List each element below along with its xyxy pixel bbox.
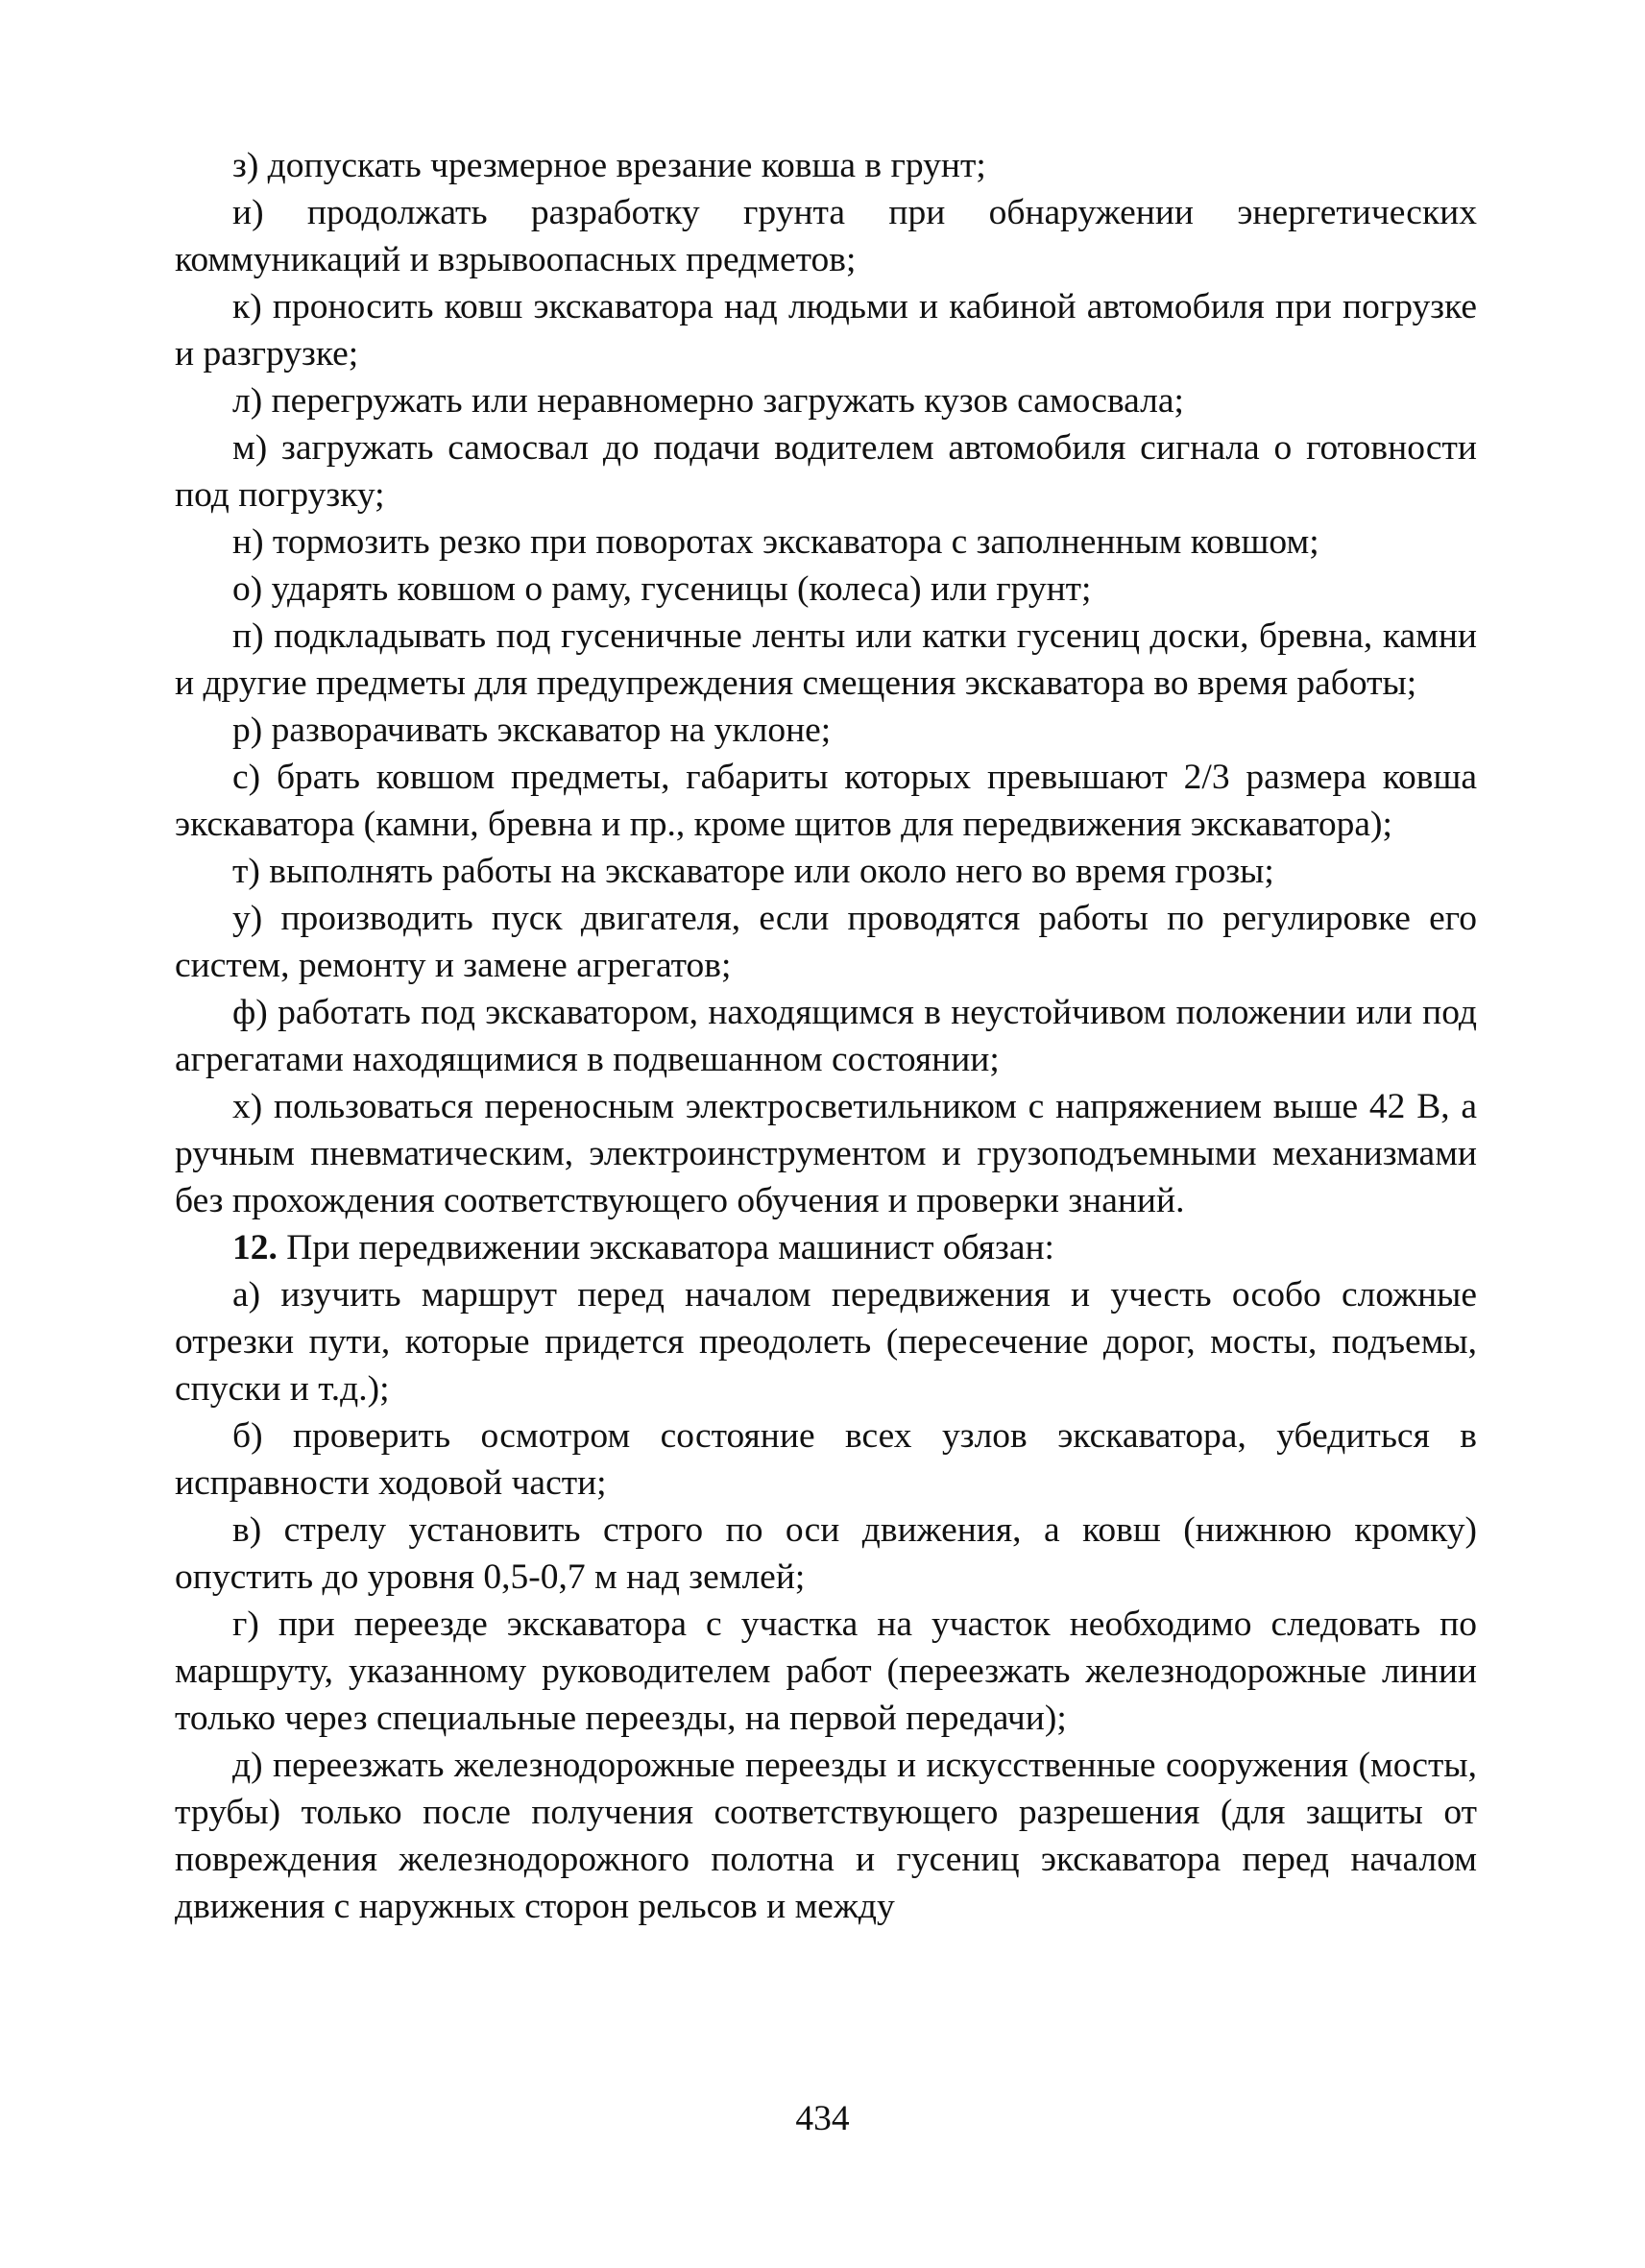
page-number: 434 <box>795 2099 850 2138</box>
paragraph-l: л) перегружать или неравномерно загружать кузов самосвала; <box>232 381 1184 421</box>
paragraph-m: м) загружать самосвал до подачи водителем автомобиля сигнала о готовности под погрузку; <box>175 428 1477 515</box>
paragraph-f: ф) работать под экскаватором, находящимся в неустойчивом положении или под агрегатами находящимися в подвешанном состоянии; <box>175 993 1477 1079</box>
paragraph-o: о) ударять ковшом о раму, гусеницы (колеса) или грунт; <box>232 569 1092 609</box>
paragraph-a: а) изучить маршрут перед началом передвижения и учесть особо сложные отрезки пути, которые придется преодолеть (пересечение дорог, мосты, подъемы, спуски и т.д.); <box>175 1275 1477 1409</box>
section-heading-text: При передвижении экскаватора машинист обязан: <box>277 1228 1054 1267</box>
paragraph-b: б) проверить осмотром состояние всех узлов экскаватора, убедиться в исправности ходовой части; <box>175 1416 1477 1503</box>
paragraph-i: и) продолжать разработку грунта при обнаружении энергетических коммуникаций и взрывоопасных предметов; <box>175 193 1477 279</box>
paragraph-t: т) выполнять работы на экскаваторе или около него во время грозы; <box>232 852 1274 891</box>
section-number: 12. <box>232 1228 278 1267</box>
paragraph-p: п) подкладывать под гусеничные ленты или катки гусениц доски, бревна, камни и другие предметы для предупреждения смещения экскаватора во время работы; <box>175 616 1477 703</box>
paragraph-s: с) брать ковшом предметы, габариты которых превышают 2/3 размера ковша экскаватора (камни, бревна и пр., кроме щитов для передвижения экскаватора); <box>175 758 1477 844</box>
paragraph-r: р) разворачивать экскаватор на уклоне; <box>232 711 832 750</box>
paragraph-v: в) стрелу установить строго по оси движения, а ковш (нижнюю кромку) опустить до уровня 0,5-0,7 м над землей; <box>175 1510 1477 1597</box>
paragraph-kh: х) пользоваться переносным электросветильником с напряжением выше 42 В, а ручным пневматическим, электроинструментом и грузоподъемными механизмами без прохождения соответствующего обучения и проверки знаний. <box>175 1087 1477 1220</box>
paragraph-n: н) тормозить резко при поворотах экскаватора с заполненным ковшом; <box>232 522 1319 562</box>
paragraph-g: г) при переезде экскаватора с участка на участок необходимо следовать по маршруту, указанному руководителем работ (переезжать железнодорожные линии только через специальные переезды, на первой передачи); <box>175 1604 1477 1738</box>
paragraph-z: з) допускать чрезмерное врезание ковша в грунт; <box>232 146 986 185</box>
section-12-heading <box>175 1224 1477 1271</box>
paragraph-k: к) проносить ковш экскаватора над людьми и кабиной автомобиля при погрузке и разгрузке; <box>175 287 1477 374</box>
page-body <box>175 142 1477 1930</box>
paragraph-d: д) переезжать железнодорожные переезды и искусственные сооружения (мосты, трубы) только после получения соответствующего разрешения (для защиты от повреждения железнодорожного полотна и гусениц экскаватора перед началом движения с наружных сторон рельсов и между <box>175 1746 1477 1926</box>
paragraph-u: у) производить пуск двигателя, если проводятся работы по регулировке его систем, ремонту и замене агрегатов; <box>175 899 1477 985</box>
